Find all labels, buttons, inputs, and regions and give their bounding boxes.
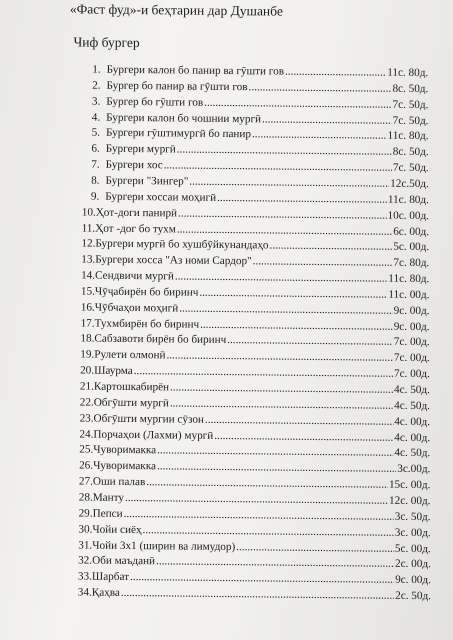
menu-item-price: 3с.00д. [397,463,431,476]
menu-item-price: 7с. 50д. [392,98,429,111]
menu-item-name: Чойи сиёҳ [92,523,142,536]
menu-item-number: 20. [80,364,95,377]
dot-leader [134,364,393,382]
dot-leader [175,270,388,287]
menu-item-price: 12с. 00д. [389,494,431,508]
menu-item-number: 13. [81,253,96,266]
menu-item-name: Оши палав [92,475,146,489]
menu-item-number: 19. [80,348,95,361]
menu-item-price: 4с. 00д. [394,415,431,428]
menu-item-price: 4с. 50д. [394,399,431,412]
dot-leader [199,286,387,303]
dot-leader [204,95,392,112]
dot-leader [179,301,393,318]
menu-item-name: Рулети олмонӣ [94,348,166,362]
dot-leader [214,428,393,445]
menu-item-number: 28. [78,491,93,504]
dot-leader [236,540,394,557]
dot-leader [189,175,389,192]
menu-item-name: Бургер бо панир ва гӯшти гов [106,79,248,94]
menu-item-price: 9с. 00д. [395,573,431,587]
dot-leader [124,507,394,525]
menu-item-price: 11с. 80д. [388,272,430,286]
menu-item-name: Бургери хоссаи моҳигӣ [105,190,217,204]
menu-item-price: 6с. 00д. [393,225,430,238]
menu-item-number: 23. [79,412,94,425]
dot-leader [177,222,393,239]
dot-leader [164,158,392,175]
dot-leader [227,333,393,350]
dot-leader [125,491,388,509]
menu-item-name: Ҳот-доги панирӣ [95,206,178,220]
menu-item-number: 11. [81,221,96,235]
menu-item-name: Бургери "Зингер" [105,174,189,188]
menu-item-number: 32. [78,554,93,567]
menu-item-price: 3с. 50д. [394,510,431,523]
menu-item-price: 3с. 00д. [394,526,431,539]
menu-item-number: 7. [91,158,100,171]
menu-item-name: Бургери калон бо панир ва гӯшти гов [106,63,285,78]
menu-item-name: Қаҳва [91,586,120,599]
menu-item-name: Тухмбирён бо биринч [94,317,200,331]
menu-item-name: Чуворимакка [93,459,157,473]
menu-item-price: 7с. 00д. [393,367,430,381]
menu-item-name: Сабзавоти бирён бо биринч [94,333,227,347]
menu-item-number: 25. [79,443,94,457]
menu-item-name: Манту [92,491,125,504]
menu-item-name: Чойи 3х1 (ширин ва лимудор) [92,539,236,553]
menu-item-price: 4с. 50д. [394,447,431,460]
dot-leader [166,349,393,366]
menu-item-number: 9. [90,190,100,203]
menu-item-name: Оби маъданӣ [92,554,156,568]
menu-item-price: 11с. 80д. [387,66,429,80]
dot-leader [121,586,394,604]
menu-item [78,586,431,605]
dot-leader [177,143,392,160]
menu-item-price: 9с. 00д. [393,304,430,317]
menu-item-price: 7с. 00д. [393,352,430,365]
menu-item-number: 6. [91,142,100,155]
dot-leader [269,239,392,255]
dot-leader [285,65,386,81]
menu-item-number: 8. [91,174,100,187]
menu-item-price: 2с. 00д. [394,558,431,571]
dot-leader [156,555,394,572]
menu-item-price: 7с. 50д. [392,161,429,175]
menu-item-price: 4с. 50д. [394,383,430,397]
dot-leader [205,412,393,429]
menu-item-price: 2с. 50д. [395,589,432,603]
menu-item-price: 7с. 50д. [392,114,429,127]
menu-item-number: 2. [92,79,101,92]
menu-item-name: Сендвичи мургӣ [95,269,174,283]
menu-item-price: 7с. 00д. [393,336,430,349]
menu-item-number: 14. [81,269,96,282]
menu-item-number: 30. [78,523,93,536]
menu-item-price: 4с. 00д. [394,431,431,444]
menu-item-number: 1. [92,63,101,76]
menu-item-price: 10с. 00д. [387,209,430,222]
menu-item-number: 24. [79,428,94,441]
menu-item-name: Бургери калон бо чошнии мургӣ [106,111,262,125]
dot-leader [157,460,396,478]
menu-item-number: 27. [78,475,93,488]
menu-item-price: 9с. 00д. [393,320,430,333]
menu-item-price: 11с. 80д. [387,193,429,206]
menu-item-name: Бургер бо гӯшти гов [106,95,204,109]
dot-leader [130,570,394,588]
menu-item-name: Бургери мургӣ бо хушбӯйкунандаҳо [95,237,269,252]
menu-item-number: 18. [80,332,95,346]
menu-item-name: Порчаҳои (Лахми) мургӣ [93,428,214,442]
dot-leader [178,206,387,223]
menu-item-name: Чӯбчаҳои моҳигӣ [94,301,179,315]
menu-item-name: Картошкабирён [93,380,170,394]
menu-item-number: 31. [78,538,93,552]
dot-leader [143,523,394,541]
menu-item-number: 17. [80,317,95,330]
menu-item-name: Шарбат [91,570,130,584]
menu-item-number: 12. [81,237,96,250]
menu-item-price: 7с. 80д. [393,256,430,270]
menu-item-price: 8с. 50д. [392,82,429,95]
menu-item-number: 15. [80,285,95,298]
dot-leader [170,380,393,397]
menu-item-name: Ҳот -дог бо тухм [95,222,176,235]
dot-leader [157,444,393,461]
menu-item-number: 29. [78,507,93,520]
menu-item-name: Бургери хосса "Аз номи Сардор" [95,253,252,268]
menu-item-number: 10. [81,206,96,219]
menu-item-name: Чуворимакка [93,444,157,457]
menu-item-number: 3. [91,95,101,108]
dot-leader [146,475,388,493]
dot-leader [248,80,391,96]
menu-item-number: 34. [77,586,92,599]
menu-item-name: Обгӯшти мургӣ [93,396,169,410]
menu-item-price: 8с. 50д. [392,146,429,159]
menu-item-name: Пепси [92,507,123,520]
menu-item-name: Обгӯшти мургии сӯзон [93,412,205,426]
menu-item-number: 4. [91,111,101,124]
dot-leader [262,112,392,128]
menu-item-number: 21. [79,380,94,393]
dot-leader [253,254,393,270]
menu-item-price: 15с. 00д. [388,478,431,492]
menu-item-price: 5с. 00д. [393,241,430,254]
menu-item-price: 11с. 00д. [388,288,430,302]
menu-item-price: 11с. 80д. [387,130,429,143]
dot-leader [217,191,387,208]
menu-item-number: 5. [91,126,101,140]
menu-item-name: Бургери мургӣ [105,142,176,156]
menu-item-price: 5с. 00д. [394,542,431,555]
menu-item-name: Бургери хос [105,158,163,172]
menu-item-price: 12с.50д. [390,177,429,191]
menu-item-name: Бургери гӯштимургӣ бо панир [105,127,252,141]
menu-item-name: Шаурма [94,364,133,378]
dot-leader [252,128,387,144]
dot-leader [200,317,393,334]
menu-item-number: 22. [79,396,94,409]
menu-item-number: 26. [79,459,94,472]
dot-leader [170,396,393,413]
menu-item-number: 16. [80,301,95,314]
menu-item-number: 33. [77,570,92,583]
section-title: Чиф бургер [73,34,140,51]
page-title: «Фаст фуд»-и беҳтарин дар Душанбе [69,1,283,19]
menu-item-name: Чӯҷабирён бо биринч [94,285,199,299]
